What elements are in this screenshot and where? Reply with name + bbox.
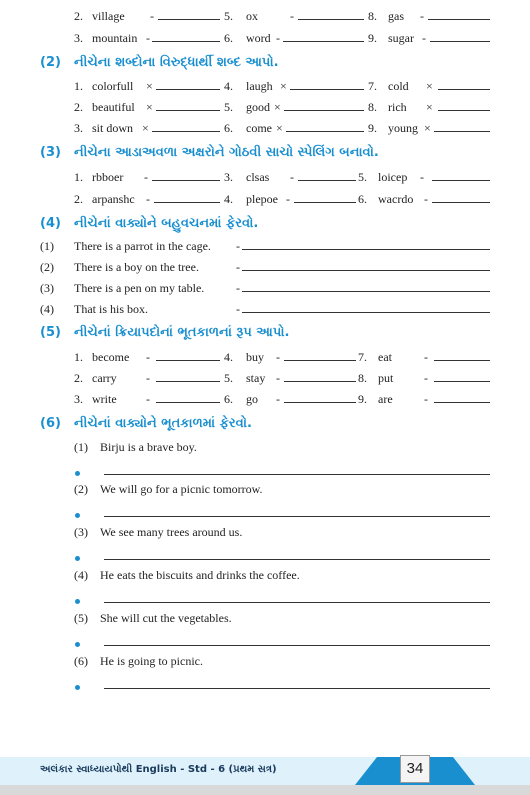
bullet-icon: [75, 556, 80, 561]
item-num: 1.: [74, 350, 83, 364]
item-num: (1): [74, 440, 88, 454]
item-word: eat: [378, 350, 392, 364]
section-instruction: નીચેનાં ક્રિયાપદોનાં ભૂતકાળનાં રૂપ આપો.: [74, 325, 290, 340]
item-sep: -: [236, 239, 240, 253]
item-num: 5.: [224, 371, 233, 385]
answer-blank[interactable]: [434, 131, 490, 132]
item-num: 6.: [224, 121, 233, 135]
item-num: 2.: [74, 100, 83, 114]
item-word: write: [92, 392, 117, 406]
item-word: are: [378, 392, 393, 406]
section-number: (2): [40, 55, 61, 70]
item-sentence: He eats the biscuits and drinks the coffee.: [100, 568, 300, 582]
item-word: loicep: [378, 170, 408, 184]
item-word: come: [246, 121, 272, 135]
item-sep: -: [422, 31, 426, 45]
answer-line[interactable]: [104, 688, 490, 689]
answer-blank[interactable]: [430, 41, 490, 42]
answer-blank[interactable]: [156, 89, 220, 90]
item-num: 5.: [224, 100, 233, 114]
item-num: (2): [40, 260, 54, 274]
item-num: 2.: [74, 192, 83, 206]
sec6-item-3: [0, 522, 530, 542]
item-num: (6): [74, 654, 88, 668]
answer-blank[interactable]: [152, 41, 220, 42]
sec1-row-2: [0, 28, 530, 48]
item-word: colorfull: [92, 79, 134, 93]
sec6-item-2: [0, 479, 530, 499]
item-sep: -: [276, 31, 280, 45]
section-number: (6): [40, 416, 61, 431]
item-num: 8.: [368, 100, 377, 114]
answer-blank[interactable]: [242, 291, 490, 292]
item-num: 2.: [74, 9, 83, 23]
bullet-icon: [75, 471, 80, 476]
item-num: (5): [74, 611, 88, 625]
answer-blank[interactable]: [156, 402, 220, 403]
answer-blank[interactable]: [242, 270, 490, 271]
answer-line[interactable]: [104, 516, 490, 517]
item-num: 8.: [358, 371, 367, 385]
item-num: 3.: [224, 170, 233, 184]
answer-blank[interactable]: [434, 360, 490, 361]
item-num: 3.: [74, 31, 83, 45]
item-sep: ×: [424, 121, 431, 135]
section-5-heading: [0, 322, 530, 344]
sec6-item-5: [0, 608, 530, 628]
item-sep: -: [146, 371, 150, 385]
answer-blank[interactable]: [154, 202, 220, 203]
answer-line[interactable]: [104, 602, 490, 603]
item-num: 5.: [224, 9, 233, 23]
bullet-icon: [75, 513, 80, 518]
answer-blank[interactable]: [158, 19, 220, 20]
item-sep: ×: [142, 121, 149, 135]
item-sep: -: [236, 302, 240, 316]
sec6-item-1: [0, 437, 530, 457]
item-sep: ×: [280, 79, 287, 93]
bullet-icon: [75, 685, 80, 690]
item-word: rbboer: [92, 170, 124, 184]
item-sentence: Birju is a brave boy.: [100, 440, 197, 454]
footer-bottom-strip: [0, 785, 530, 795]
item-word: beautiful: [92, 100, 135, 114]
section-3-heading: [0, 142, 530, 164]
item-word: young: [388, 121, 418, 135]
item-num: 9.: [368, 31, 377, 45]
item-num: 6.: [224, 392, 233, 406]
item-sep: -: [424, 192, 428, 206]
answer-blank[interactable]: [156, 381, 220, 382]
item-num: (3): [40, 281, 54, 295]
sec5-row-1: [0, 347, 530, 367]
section-instruction: નીચેનાં વાક્યોને ભૂતકાળમાં ફેરવો.: [74, 416, 252, 431]
item-sep: -: [420, 170, 424, 184]
answer-blank[interactable]: [156, 360, 220, 361]
answer-line[interactable]: [104, 559, 490, 560]
item-sentence: There is a boy on the tree.: [74, 260, 199, 274]
item-sep: -: [424, 350, 428, 364]
bullet-icon: [75, 642, 80, 647]
sec4-item-4: [0, 299, 530, 319]
item-num: 9.: [358, 392, 367, 406]
answer-blank[interactable]: [284, 110, 364, 111]
answer-blank[interactable]: [242, 249, 490, 250]
item-word: ox: [246, 9, 258, 23]
item-sep: -: [424, 371, 428, 385]
item-word: mountain: [92, 31, 138, 45]
sec6-item-6: [0, 651, 530, 671]
item-sep: -: [290, 170, 294, 184]
item-num: (2): [74, 482, 88, 496]
item-sep: -: [146, 392, 150, 406]
item-num: 9.: [368, 121, 377, 135]
item-word: laugh: [246, 79, 273, 93]
item-sentence: There is a parrot in the cage.: [74, 239, 211, 253]
item-sentence: We will go for a picnic tomorrow.: [100, 482, 263, 496]
item-sep: -: [150, 9, 154, 23]
answer-blank[interactable]: [434, 402, 490, 403]
item-num: 6.: [224, 31, 233, 45]
item-sentence: There is a pen on my table.: [74, 281, 205, 295]
item-sep: ×: [146, 79, 153, 93]
answer-blank[interactable]: [284, 402, 356, 403]
item-word: cold: [388, 79, 409, 93]
sec5-row-2: [0, 368, 530, 388]
item-sep: -: [286, 192, 290, 206]
item-num: 1.: [74, 170, 83, 184]
answer-blank[interactable]: [284, 381, 356, 382]
item-sep: -: [290, 9, 294, 23]
item-sep: ×: [274, 100, 281, 114]
answer-blank[interactable]: [290, 89, 364, 90]
section-4-heading: [0, 213, 530, 235]
item-word: gas: [388, 9, 404, 23]
item-sep: -: [144, 170, 148, 184]
item-sentence: She will cut the vegetables.: [100, 611, 232, 625]
section-instruction: નીચેના આડાઅવળા અક્ષરોને ગોઠવી સાચો સ્પેલિંગ બનાવો.: [74, 145, 379, 160]
page-number: 34: [400, 755, 430, 783]
sec1-row-1: [0, 6, 530, 26]
item-num: 3.: [74, 121, 83, 135]
item-sep: -: [146, 192, 150, 206]
sec2-row-1: [0, 76, 530, 96]
item-sep: -: [420, 9, 424, 23]
item-word: sit down: [92, 121, 134, 135]
item-word: carry: [92, 371, 117, 385]
answer-line[interactable]: [104, 645, 490, 646]
item-sep: -: [276, 371, 280, 385]
answer-blank[interactable]: [152, 131, 220, 132]
answer-blank[interactable]: [298, 19, 364, 20]
item-sep: ×: [276, 121, 283, 135]
item-sep: -: [146, 350, 150, 364]
section-number: (3): [40, 145, 61, 160]
answer-blank[interactable]: [438, 110, 490, 111]
answer-blank[interactable]: [428, 19, 490, 20]
item-sep: -: [276, 350, 280, 364]
section-number: (5): [40, 325, 61, 340]
item-num: (4): [74, 568, 88, 582]
item-word: stay: [246, 371, 266, 385]
answer-blank[interactable]: [298, 180, 356, 181]
item-num: 1.: [74, 79, 83, 93]
item-sentence: That is his box.: [74, 302, 148, 316]
item-num: 3.: [74, 392, 83, 406]
item-num: 8.: [368, 9, 377, 23]
item-sep: -: [276, 392, 280, 406]
item-word: go: [246, 392, 258, 406]
item-num: 5.: [358, 170, 367, 184]
section-number: (4): [40, 216, 61, 231]
item-word: village: [92, 9, 125, 23]
answer-blank[interactable]: [286, 131, 364, 132]
answer-blank[interactable]: [294, 202, 356, 203]
sec3-row-2: [0, 189, 530, 209]
item-word: become: [92, 350, 130, 364]
page-footer: [0, 757, 530, 795]
item-sep: -: [236, 281, 240, 295]
section-6-heading: [0, 413, 530, 435]
answer-blank[interactable]: [242, 312, 490, 313]
answer-blank[interactable]: [432, 202, 490, 203]
item-sep: -: [424, 392, 428, 406]
item-num: 2.: [74, 371, 83, 385]
answer-blank[interactable]: [284, 360, 356, 361]
item-word: arpanshc: [92, 192, 135, 206]
item-sep: -: [236, 260, 240, 274]
item-word: put: [378, 371, 394, 385]
item-sep: -: [146, 31, 150, 45]
answer-blank[interactable]: [432, 180, 490, 181]
item-word: good: [246, 100, 270, 114]
item-sentence: We see many trees around us.: [100, 525, 243, 539]
sec2-row-2: [0, 97, 530, 117]
item-word: clsas: [246, 170, 270, 184]
sec4-item-2: [0, 257, 530, 277]
item-num: (3): [74, 525, 88, 539]
item-word: sugar: [388, 31, 414, 45]
item-num: 7.: [368, 79, 377, 93]
item-num: (4): [40, 302, 54, 316]
item-num: 4.: [224, 192, 233, 206]
item-sep: ×: [426, 79, 433, 93]
answer-blank[interactable]: [438, 89, 490, 90]
item-word: buy: [246, 350, 264, 364]
item-word: plepoe: [246, 192, 278, 206]
item-num: 6.: [358, 192, 367, 206]
item-num: 4.: [224, 350, 233, 364]
answer-blank[interactable]: [283, 41, 364, 42]
item-sentence: He is going to picnic.: [100, 654, 203, 668]
answer-blank[interactable]: [152, 180, 220, 181]
bullet-icon: [75, 599, 80, 604]
answer-line[interactable]: [104, 474, 490, 475]
section-instruction: નીચેનાં વાક્યોને બહુવચનમાં ફેરવો.: [74, 216, 259, 231]
sec4-item-1: [0, 236, 530, 256]
item-sep: ×: [146, 100, 153, 114]
item-num: 4.: [224, 79, 233, 93]
section-2-heading: [0, 52, 530, 74]
item-num: 7.: [358, 350, 367, 364]
answer-blank[interactable]: [156, 110, 220, 111]
answer-blank[interactable]: [434, 381, 490, 382]
item-sep: ×: [426, 100, 433, 114]
sec2-row-3: [0, 118, 530, 138]
section-instruction: નીચેના શબ્દોના વિરુદ્ધાર્થી શબ્દ આપો.: [74, 55, 279, 70]
item-num: (1): [40, 239, 54, 253]
book-title: અલંકાર સ્વાધ્યાયપોથી English - Std - 6 (પ્રથમ સત્ર): [40, 764, 277, 775]
sec5-row-3: [0, 389, 530, 409]
sec6-item-4: [0, 565, 530, 585]
item-word: wacrdo: [378, 192, 414, 206]
sec3-row-1: [0, 167, 530, 187]
item-word: rich: [388, 100, 407, 114]
sec4-item-3: [0, 278, 530, 298]
item-word: word: [246, 31, 271, 45]
